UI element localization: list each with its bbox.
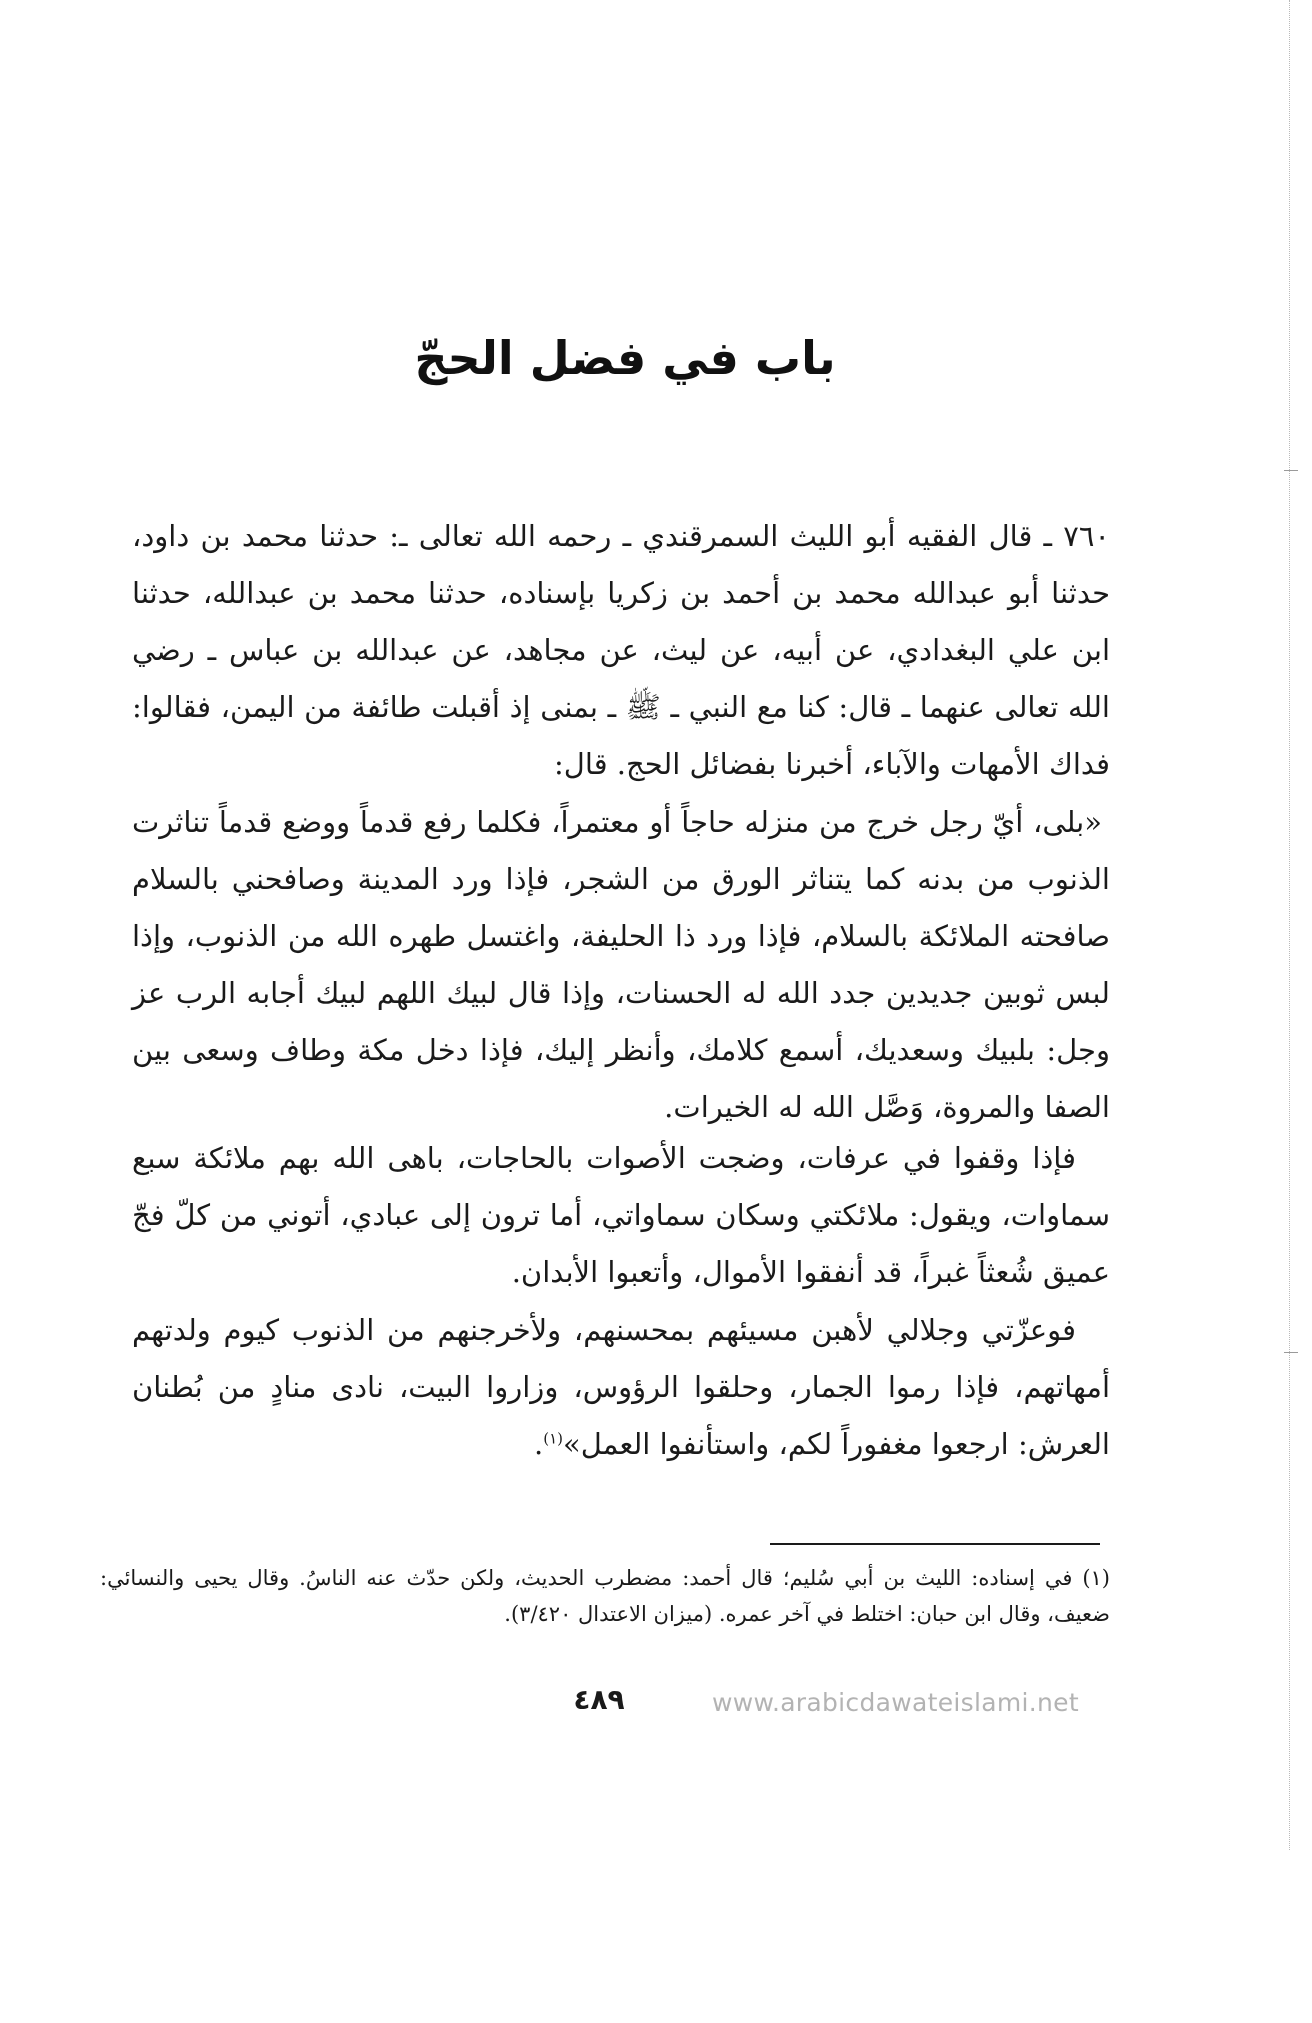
paragraph-end-mark: .: [534, 1427, 544, 1461]
footnote-separator: [770, 1543, 1100, 1545]
paragraph-text: فإذا وقفوا في عرفات، وضجت الأصوات بالحاجات، باهى الله بهم ملائكة سبع سماوات، ويقول: ملائكتي وسكان سماواتي، أما ترون إلى عبادي، أتوني من كلّ فجّ عميق شُعثاً غبراً، قد أنفقوا الأموال، وأتعبوا الأبدان.: [132, 1141, 1110, 1289]
chapter-title: باب في فضل الحجّ: [414, 330, 836, 385]
footnote: [100, 1560, 1110, 1632]
paragraph-hadith-text: [132, 794, 1110, 1136]
page-edge-tick: [1284, 1352, 1298, 1353]
paragraph-text: ٧٦٠ ـ قال الفقيه أبو الليث السمرقندي ـ رحمه الله تعالى ـ: حدثنا محمد بن داود، حدثنا أبو عبدالله محمد بن أحمد بن زكريا بإسناده، حدثنا محمد بن عبدالله، حدثنا ابن علي البغدادي، عن أبيه، عن ليث، عن مجاهد، عن عبدالله بن عباس ـ رضي الله تعالى عنهما ـ قال: كنا مع النبي ـ ﷺ ـ بمنى إذ أقبلت طائفة من اليمن، فقالوا: فداك الأمهات والآباء، أخبرنا بفضائل الحج. قال:: [132, 519, 1110, 781]
page-edge-tick: [1284, 470, 1298, 471]
footnote-marker: (١): [543, 1429, 563, 1448]
page-edge-line: [1289, 0, 1290, 1850]
paragraph-closing-line: [132, 1302, 1110, 1473]
footnote-text: (١) في إسناده: الليث بن أبي سُليم؛ قال أحمد: مضطرب الحديث، ولكن حدّث عنه الناسُ. وقال يحيى والنسائي: ضعيف، وقال ابن حبان: اختلط في آخر عمره. (ميزان الاعتدال ٣/٤٢٠).: [100, 1566, 1110, 1626]
paragraph-arafat: [132, 1130, 1110, 1301]
paragraph-closing: [132, 1302, 1110, 1473]
paragraph-hadith-chain: [132, 508, 1110, 793]
paragraph-text: «بلى، أيّ رجل خرج من منزله حاجاً أو معتمراً، فكلما رفع قدماً ووضع قدماً تناثرت الذنوب من بدنه كما يتناثر الورق من الشجر، فإذا ورد المدينة وصافحني بالسلام صافحته الملائكة بالسلام، فإذا ورد ذا الحليفة، واغتسل طهره الله من الذنوب، وإذا لبس ثوبين جديدين جدد الله له الحسنات، وإذا قال لبيك اللهم لبيك أجابه الرب عز وجل: بلبيك وسعديك، أسمع كلامك، وأنظر إليك، فإذا دخل مكة وطاف وسعى بين الصفا والمروة، وَصَّل الله له الخيرات.: [132, 805, 1110, 1124]
paragraph-text: فوعزّتي وجلالي لأهبن مسيئهم بمحسنهم، ولأخرجنهم من الذنوب كيوم ولدتهم أمهاتهم، فإذا رموا الجمار، وحلقوا الرؤوس، وزاروا البيت، نادى منادٍ من بُطنان العرش: ارجعوا مغفوراً لكم، واستأنفوا العمل»: [132, 1313, 1110, 1461]
watermark-url: www.arabicdawateislami.net: [712, 1688, 1079, 1717]
page-number: ٤٨٩: [573, 1683, 625, 1716]
